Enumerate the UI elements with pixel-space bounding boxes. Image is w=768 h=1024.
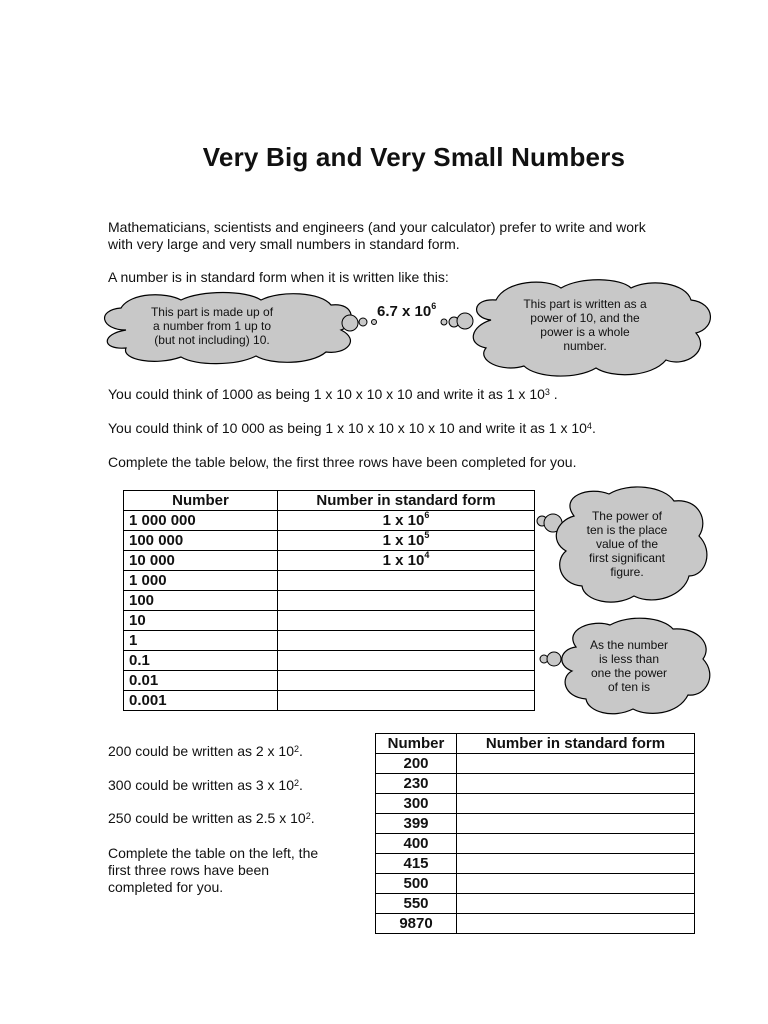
- table-row: [376, 814, 695, 834]
- number-cell: 550: [376, 894, 457, 914]
- think-1000: You could think of 1000 as being 1 x 10 x 10 x 10 and write it as 1 x $10^3$ .: [108, 386, 558, 402]
- standard-form-cell[interactable]: [278, 651, 535, 671]
- table-row: [124, 511, 535, 531]
- standard-form-cell[interactable]: [457, 814, 695, 834]
- standard-form-cell[interactable]: [457, 794, 695, 814]
- number-cell: 500: [376, 874, 457, 894]
- complete-instruction: Complete the table below, the first three rows have been completed for you.: [108, 454, 577, 470]
- number-cell: 10 000: [124, 551, 278, 571]
- table-header-number: Number: [124, 491, 278, 511]
- standard-form-cell[interactable]: [457, 894, 695, 914]
- table-row: [124, 651, 535, 671]
- standard-form-cell[interactable]: [278, 571, 535, 591]
- standard-form-cell[interactable]: [457, 854, 695, 874]
- number-cell: 9870: [376, 914, 457, 934]
- table-row: [376, 834, 695, 854]
- number-cell: 400: [376, 834, 457, 854]
- standard-form-example: 6.7 x $10^6$: [377, 301, 437, 320]
- number-cell: 1 000: [124, 571, 278, 591]
- complete-left-instruction: Complete the table on the left, the first three rows have been completed for you.: [108, 845, 319, 895]
- number-cell: 0.001: [124, 691, 278, 711]
- table-row: [376, 894, 695, 914]
- cloud-power-text: The power of ten is the place value of the first significant figure.: [586, 509, 668, 579]
- number-cell: 0.1: [124, 651, 278, 671]
- number-cell: 1 000 000: [124, 511, 278, 531]
- cloud-left-text: This part is made up of a number from 1 up to (but not including) 10.: [150, 305, 274, 347]
- think-10000: You could think of 10 000 as being 1 x 10 x 10 x 10 x 10 and write it as 1 x $10^4$.: [108, 420, 596, 436]
- standard-form-cell[interactable]: [278, 631, 535, 651]
- standard-form-table: [123, 490, 535, 711]
- number-cell: 230: [376, 774, 457, 794]
- second-standard-form-table: [375, 733, 695, 934]
- intro-paragraph: [108, 219, 646, 253]
- number-cell: 415: [376, 854, 457, 874]
- table-row: [376, 914, 695, 934]
- standard-form-definition: A number is in standard form when it is written like this:: [108, 269, 449, 285]
- standard-form-cell[interactable]: [457, 914, 695, 934]
- number-cell: 100 000: [124, 531, 278, 551]
- table-row: [376, 774, 695, 794]
- standard-form-cell[interactable]: [457, 774, 695, 794]
- intro-line-2: with very large and very small numbers in standard form.: [108, 236, 460, 252]
- standard-form-cell[interactable]: [457, 754, 695, 774]
- number-cell: 399: [376, 814, 457, 834]
- standard-form-cell[interactable]: [278, 591, 535, 611]
- standard-form-cell[interactable]: [278, 671, 535, 691]
- table-row: [124, 571, 535, 591]
- number-cell: 0.01: [124, 671, 278, 691]
- example-300: 300 could be written as 3 x $10^2$.: [108, 777, 303, 793]
- example-250: 250 could be written as 2.5 x $10^2$.: [108, 810, 315, 826]
- table2-header-standard-form: Number in standard form: [457, 734, 695, 754]
- table-row: [124, 591, 535, 611]
- page-title: Very Big and Very Small Numbers: [202, 142, 626, 172]
- table-row: [124, 631, 535, 651]
- number-cell: 200: [376, 754, 457, 774]
- table-row: [124, 531, 535, 551]
- number-cell: 100: [124, 591, 278, 611]
- table-row: [124, 551, 535, 571]
- table2-header-number: Number: [376, 734, 457, 754]
- table-row: [376, 854, 695, 874]
- table-row: [376, 874, 695, 894]
- intro-line-1: Mathematicians, scientists and engineers (and your calculator) prefer to write and work: [108, 219, 646, 235]
- standard-form-cell[interactable]: [457, 874, 695, 894]
- standard-form-cell: 1 x $10^6$: [278, 511, 535, 531]
- table-row: [376, 794, 695, 814]
- cloud-right-text: This part is written as a power of 10, and the power is a whole number.: [523, 297, 647, 353]
- cloud-less-than-one-text: As the number is less than one the power of ten is: [589, 638, 669, 694]
- table-row: [124, 611, 535, 631]
- standard-form-cell[interactable]: [278, 611, 535, 631]
- standard-form-cell[interactable]: [278, 691, 535, 711]
- number-cell: 10: [124, 611, 278, 631]
- number-cell: 1: [124, 631, 278, 651]
- table-row: [124, 691, 535, 711]
- table-row: [124, 671, 535, 691]
- standard-form-cell: 1 x $10^5$: [278, 531, 535, 551]
- example-200: 200 could be written as 2 x $10^2$.: [108, 743, 303, 759]
- standard-form-cell[interactable]: [457, 834, 695, 854]
- table-header-standard-form: Number in standard form: [278, 491, 535, 511]
- number-cell: 300: [376, 794, 457, 814]
- standard-form-cell: 1 x $10^4$: [278, 551, 535, 571]
- table-row: [376, 754, 695, 774]
